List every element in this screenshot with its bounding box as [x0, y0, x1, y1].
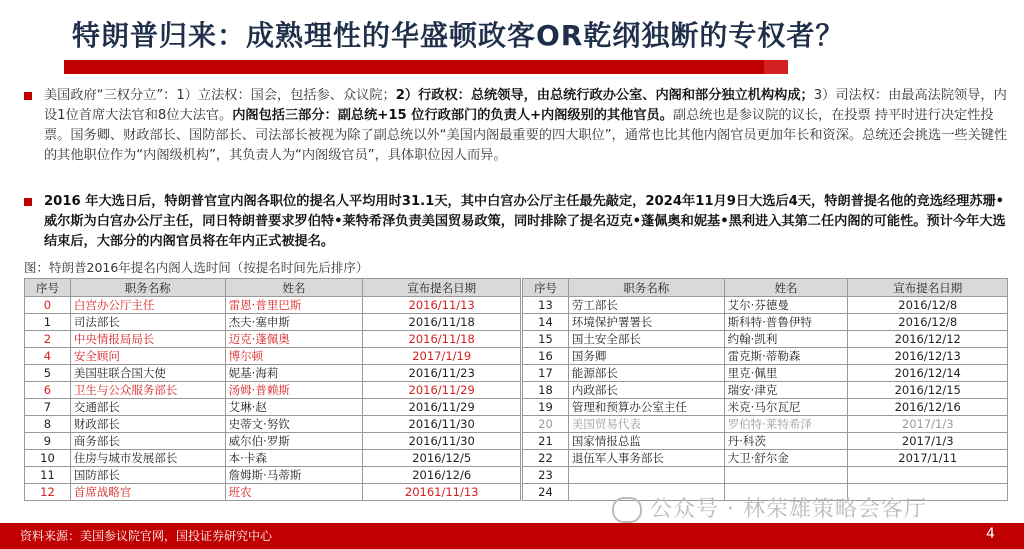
cell-name: 丹·科茨 — [724, 433, 848, 450]
cell-no: 24 — [523, 484, 569, 501]
cell-no: 6 — [25, 382, 71, 399]
table-row — [523, 348, 1008, 365]
watermark — [612, 492, 927, 523]
table-header-row — [523, 279, 1008, 297]
cell-date — [848, 467, 1008, 484]
cell-title: 管理和预算办公室主任 — [568, 399, 724, 416]
cell-title — [568, 467, 724, 484]
page-number: 4 — [986, 526, 995, 542]
bullet-nomination-timing — [24, 192, 1009, 252]
cell-no: 16 — [523, 348, 569, 365]
table-row — [25, 433, 521, 450]
cell-no: 18 — [523, 382, 569, 399]
cell-name: 斯科特·普鲁伊特 — [724, 314, 848, 331]
cell-name: 里克·佩里 — [724, 365, 848, 382]
table-caption: 图：特朗普2016年提名内阁人选时间（按提名时间先后排序） — [24, 260, 369, 275]
cell-title: 内政部长 — [568, 382, 724, 399]
cell-name: 约翰·凯利 — [724, 331, 848, 348]
table-row — [25, 484, 521, 501]
header-title: 职务名称 — [70, 279, 225, 297]
cell-date: 2017/1/3 — [848, 433, 1008, 450]
cell-title: 国土安全部长 — [568, 331, 724, 348]
header-no: 序号 — [523, 279, 569, 297]
table-row — [523, 331, 1008, 348]
cell-name: 汤姆·普赖斯 — [225, 382, 363, 399]
cell-title: 劳工部长 — [568, 297, 724, 314]
source-note: 资料来源：美国参议院官网，国投证券研究中心 — [20, 529, 273, 543]
cell-date: 2016/11/29 — [363, 382, 521, 399]
table-row — [523, 365, 1008, 382]
cell-date: 2016/12/6 — [363, 467, 521, 484]
cell-date: 2016/11/18 — [363, 331, 521, 348]
table-row — [523, 433, 1008, 450]
cell-no: 17 — [523, 365, 569, 382]
bullet1-part2: 2）行政权：总统领导，由总统行政办公室、内阁和部分独立机构构成； — [395, 88, 814, 103]
table-header-row — [25, 279, 521, 297]
bullet-square-icon — [24, 198, 32, 206]
cell-title: 退伍军人事务部长 — [568, 450, 724, 467]
cell-title: 商务部长 — [70, 433, 225, 450]
cell-date: 2016/11/30 — [363, 416, 521, 433]
watermark-text: 公众号 · 林荣雄策略会客厅 — [650, 497, 927, 522]
cell-name: 大卫·舒尔金 — [724, 450, 848, 467]
cell-name: 威尔伯·罗斯 — [225, 433, 363, 450]
table-row — [25, 314, 521, 331]
cell-name: 妮基·海莉 — [225, 365, 363, 382]
cell-title: 交通部长 — [70, 399, 225, 416]
table-row — [25, 450, 521, 467]
cell-date: 2016/11/13 — [363, 297, 521, 314]
cell-name: 班农 — [225, 484, 363, 501]
cabinet-table-left — [24, 278, 521, 501]
title-underline-accent — [764, 60, 788, 74]
bullet1-part1: 美国政府“三权分立”：1）立法权：国会，包括参、众议院； — [44, 88, 396, 103]
cell-name: 罗伯特·莱特希泽 — [724, 416, 848, 433]
cell-name: 詹姆斯·马蒂斯 — [225, 467, 363, 484]
cell-no: 4 — [25, 348, 71, 365]
table-row — [523, 314, 1008, 331]
cell-date: 2016/12/15 — [848, 382, 1008, 399]
header-name: 姓名 — [724, 279, 848, 297]
cell-name: 米克·马尔瓦尼 — [724, 399, 848, 416]
cell-name: 史蒂文·努钦 — [225, 416, 363, 433]
cell-name: 艾琳·赵 — [225, 399, 363, 416]
cell-date: 2016/12/8 — [848, 314, 1008, 331]
cell-title: 国防部长 — [70, 467, 225, 484]
cell-no: 2 — [25, 331, 71, 348]
cell-title: 住房与城市发展部长 — [70, 450, 225, 467]
cell-no: 20 — [523, 416, 569, 433]
header-no: 序号 — [25, 279, 71, 297]
table-row — [25, 348, 521, 365]
cell-no: 0 — [25, 297, 71, 314]
cell-date: 2016/11/29 — [363, 399, 521, 416]
cell-title: 财政部长 — [70, 416, 225, 433]
cell-title: 国务卿 — [568, 348, 724, 365]
title-underline-bar — [64, 60, 764, 74]
cell-no: 11 — [25, 467, 71, 484]
cell-no: 1 — [25, 314, 71, 331]
cell-no: 12 — [25, 484, 71, 501]
table-row — [25, 331, 521, 348]
cell-date: 2016/12/13 — [848, 348, 1008, 365]
table-row — [25, 399, 521, 416]
bullet1-part3: 3）司法权：由最高法院领导，内设1位首席大法官和8位大法官。 — [44, 88, 1007, 123]
header-title: 职务名称 — [568, 279, 724, 297]
cell-name: 杰夫·塞申斯 — [225, 314, 363, 331]
cell-date: 2016/12/5 — [363, 450, 521, 467]
cell-name: 瑞安·津克 — [724, 382, 848, 399]
bullet-square-icon — [24, 92, 32, 100]
page-title: 特朗普归来：成熟理性的华盛顿政客OR乾纲独断的专权者？ — [72, 19, 845, 52]
cell-date: 2017/1/19 — [363, 348, 521, 365]
cell-no: 10 — [25, 450, 71, 467]
cell-date: 2017/1/3 — [848, 416, 1008, 433]
cell-date: 2017/1/11 — [848, 450, 1008, 467]
table-row — [523, 297, 1008, 314]
bullet1-part5: 副总统也是参议院的议长，在投票 持平时进行决定性投票。国务卿、财政部长、国防部长、司法部长被视为除了副总统以外“美国内阁最重要的四大职位”，通常也比其他内阁官员更加年长和资深。总统还会挑选一些关键性的其他职位作为“内阁级机构”，其负责人为“内阁级官员”，具体职位因人而异。 — [44, 108, 1008, 163]
bullet-government-structure — [24, 86, 1009, 166]
cell-no: 22 — [523, 450, 569, 467]
cell-title: 环境保护署署长 — [568, 314, 724, 331]
cell-title: 中央情报局局长 — [70, 331, 225, 348]
table-row — [523, 450, 1008, 467]
cell-title: 美国驻联合国大使 — [70, 365, 225, 382]
cell-name: 本·卡森 — [225, 450, 363, 467]
cabinet-table-right — [522, 278, 1008, 501]
cell-no: 14 — [523, 314, 569, 331]
cell-date: 2016/11/18 — [363, 314, 521, 331]
table-row — [523, 382, 1008, 399]
table-row — [523, 416, 1008, 433]
cell-title: 白宫办公厅主任 — [70, 297, 225, 314]
cell-date: 2016/11/23 — [363, 365, 521, 382]
cell-no: 5 — [25, 365, 71, 382]
header-name: 姓名 — [225, 279, 363, 297]
table-row — [25, 382, 521, 399]
header-date: 宣布提名日期 — [363, 279, 521, 297]
cell-title: 安全顾问 — [70, 348, 225, 365]
cell-date: 2016/12/8 — [848, 297, 1008, 314]
table-row — [523, 399, 1008, 416]
cell-name: 迈克·蓬佩奥 — [225, 331, 363, 348]
cell-date: 20161/11/13 — [363, 484, 521, 501]
table-row — [25, 416, 521, 433]
bullet2-text: 2016 年大选日后，特朗普官宣内阁各职位的提名人平均用时31.1天，其中白宫办公厅主任最先敲定，2024年11月9日大选后4天，特朗普提名他的竞选经理苏珊•威尔斯为白宫办公厅主任，同日特朗普要求罗伯特•莱特希泽负责美国贸易政策，同时排除了提名迈克•蓬佩奥和妮基•黑利进入其第二任内阁的可能性。预计今年大选结束后，大部分的内阁官员将在年内正式被提名。 — [44, 194, 1006, 249]
cell-title: 首席战略官 — [70, 484, 225, 501]
cell-no: 13 — [523, 297, 569, 314]
cell-no: 19 — [523, 399, 569, 416]
cell-title: 司法部长 — [70, 314, 225, 331]
table-row — [523, 467, 1008, 484]
cell-no: 15 — [523, 331, 569, 348]
header-date: 宣布提名日期 — [848, 279, 1008, 297]
cell-no: 8 — [25, 416, 71, 433]
cell-no: 23 — [523, 467, 569, 484]
cell-title: 国家情报总监 — [568, 433, 724, 450]
bullet1-part4: 内阁包括三部分：副总统+15 位行政部门的负责人+内阁级别的其他官员。 — [232, 108, 673, 123]
cell-no: 21 — [523, 433, 569, 450]
cell-date: 2016/12/12 — [848, 331, 1008, 348]
cell-no: 7 — [25, 399, 71, 416]
cell-title: 卫生与公众服务部长 — [70, 382, 225, 399]
table-row — [25, 467, 521, 484]
wechat-logo-icon — [612, 497, 642, 523]
table-row — [25, 365, 521, 382]
cell-name — [724, 467, 848, 484]
cell-no: 9 — [25, 433, 71, 450]
table-row — [25, 297, 521, 314]
cell-date: 2016/12/16 — [848, 399, 1008, 416]
cell-date: 2016/12/14 — [848, 365, 1008, 382]
cell-title: 能源部长 — [568, 365, 724, 382]
cell-date: 2016/11/30 — [363, 433, 521, 450]
cell-name: 雷恩·普里巴斯 — [225, 297, 363, 314]
cell-name: 博尔顿 — [225, 348, 363, 365]
cell-title: 美国贸易代表 — [568, 416, 724, 433]
cell-name: 艾尔·芬德曼 — [724, 297, 848, 314]
cell-name: 雷克斯·蒂勒森 — [724, 348, 848, 365]
